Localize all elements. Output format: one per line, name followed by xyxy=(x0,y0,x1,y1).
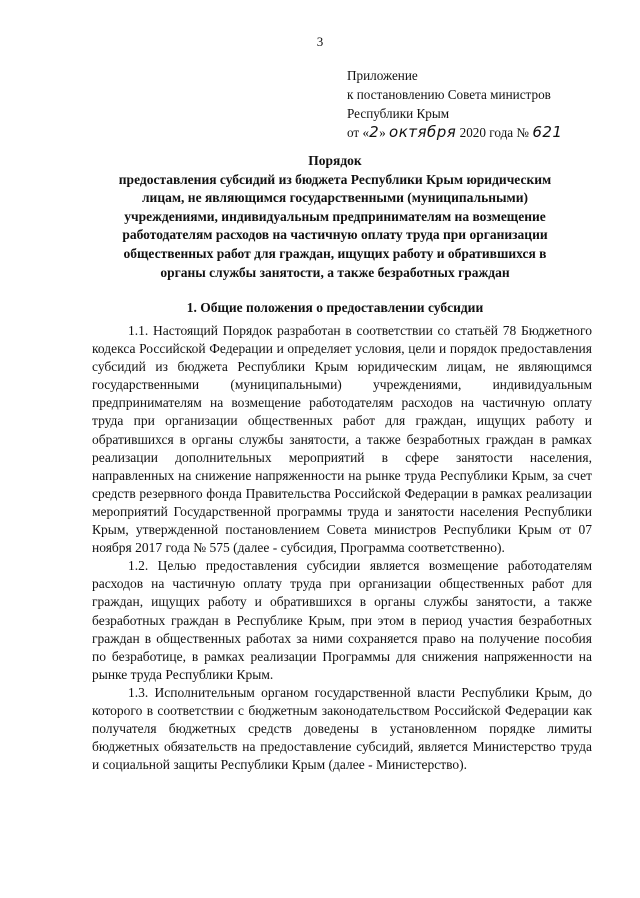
appendix-date-line xyxy=(347,123,632,142)
document-body xyxy=(92,322,592,774)
appendix-block xyxy=(347,66,632,142)
appendix-republic: Республики Крым xyxy=(347,106,450,121)
page-number: 3 xyxy=(316,34,324,49)
title-subtitle: предоставления субсидий из бюджета Республики Крым юридическим лицам, не являющимся государственными (муниципальными) учреждениями, индивидуальным предпринимателям на возмещение работодателям расходов на частичную оплату труда при организации общественных работ для граждан, ищущих работу и обратившихся в органы службы занятости, а также безработных граждан xyxy=(118,171,552,280)
appendix-resolution: к постановлению Совета министров xyxy=(347,87,551,102)
section-title: 1. Общие положения о предоставлении субсидии xyxy=(186,300,484,315)
paragraph-1-2: 1.2. Целью предоставления субсидии является возмещение работодателям расходов на частичную оплату труда при организации общественных работ для граждан, ищущих работу и обратившихся в органы службы занятости, а также безработных граждан в Республике Крым, при этом в период участия безработных граждан в общественных работах за ними сохраняется право на получение пособия по безработице, в рамках реализации Программы для снижения напряженности на рынке труда Республики Крым. xyxy=(92,558,592,682)
paragraph-1-1: 1.1. Настоящий Порядок разработан в соответствии со статьёй 78 Бюджетного кодекса Российской Федерации и определяет условия, цели и порядок предоставления субсидий из бюджета Республики Крым юридическим лицам, не являющимся государственными (муниципальными) учреждениями, индивидуальным предпринимателям на возмещение работодателям расходов на частичную оплату труда при организации общественных работ для граждан, ищущих работу и обратившихся в органы службы занятости, а также безработных граждан в рамках реализации дополнительных мероприятий в сфере занятости населения, направленных на снижение напряженности на рынке труда Республики Крым, за счет средств резервного фонда Правительства Российской Федерации в рамках реализации мероприятий Государственной программы труда и занятости населения Республики Крым, утвержденной постановлением Совета министров Республики Крым от 07 ноября 2017 года № 575 (далее - субсидия, Программа соответственно). xyxy=(92,323,592,556)
date-prefix: от « xyxy=(347,125,370,140)
appendix-label: Приложение xyxy=(347,68,418,83)
title-heading: Порядок xyxy=(308,153,362,168)
date-day-handwritten: 2 xyxy=(369,123,380,141)
document-title xyxy=(100,152,570,282)
date-year: 2020 года № xyxy=(459,125,530,140)
document-number-handwritten: 621 xyxy=(532,123,563,141)
date-month-handwritten: октября xyxy=(389,123,457,141)
paragraph-1-3: 1.3. Исполнительным органом государственной власти Республики Крым, до которого в соответствии с бюджетным законодательством Российской Федерации как получателя бюджетных средств доведены в установленном порядке лимиты бюджетных обязательств на предоставление субсидий, является Министерство труда и социальной защиты Республики Крым (далее - Министерство). xyxy=(92,684,592,773)
date-mid: » xyxy=(379,125,386,140)
